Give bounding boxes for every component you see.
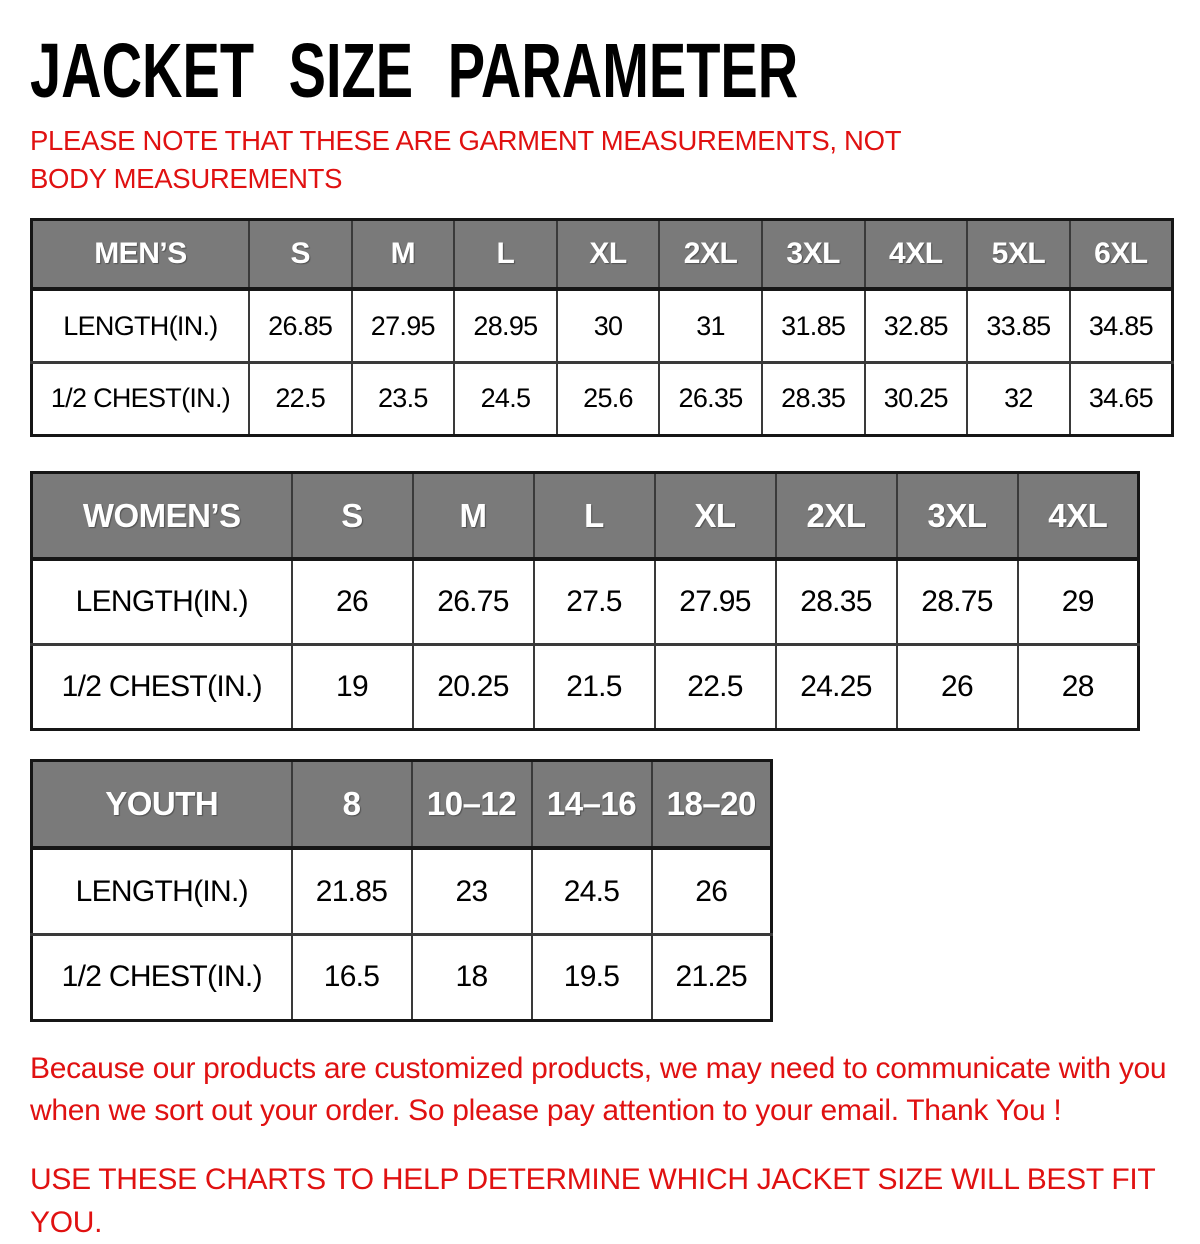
- column-header: 18–20: [652, 760, 772, 848]
- column-header: S: [292, 472, 413, 559]
- column-header: L: [534, 472, 655, 559]
- column-header: 6XL: [1070, 219, 1173, 289]
- table-row: [32, 362, 1173, 435]
- cell-value: 24.25: [776, 644, 897, 729]
- column-header: XL: [557, 219, 659, 289]
- cell-value: 23: [412, 848, 532, 934]
- row-label: LENGTH(IN.): [32, 289, 249, 362]
- size-table-mens: [30, 218, 1174, 437]
- column-header: 3XL: [897, 472, 1018, 559]
- column-header: 3XL: [762, 219, 865, 289]
- cell-value: 31: [659, 289, 762, 362]
- cell-value: 28: [1018, 644, 1139, 729]
- table-row: [32, 848, 772, 934]
- row-label: 1/2 CHEST(IN.): [32, 362, 249, 435]
- cell-value: 23.5: [352, 362, 455, 435]
- column-header: XL: [655, 472, 776, 559]
- cell-value: 20.25: [413, 644, 534, 729]
- column-header: L: [454, 219, 557, 289]
- cell-value: 30: [557, 289, 659, 362]
- row-label: 1/2 CHEST(IN.): [32, 644, 292, 729]
- row-label: LENGTH(IN.): [32, 559, 292, 644]
- column-header: 4XL: [1018, 472, 1139, 559]
- cell-value: 33.85: [967, 289, 1070, 362]
- column-header: 8: [292, 760, 412, 848]
- cell-value: 26.35: [659, 362, 762, 435]
- table-title-womens: WOMEN’S: [32, 472, 292, 559]
- footer-communication-note: Because our products are customized products, we may need to communicate with you when we sort out your order. So please pay attention to your email. Thank You !: [30, 1051, 1167, 1128]
- row-label: 1/2 CHEST(IN.): [32, 934, 292, 1020]
- header-row: [32, 219, 1173, 289]
- column-header: 2XL: [776, 472, 897, 559]
- table-row: [32, 934, 772, 1020]
- cell-value: 22.5: [655, 644, 776, 729]
- cell-value: 34.65: [1070, 362, 1173, 435]
- table-title-youth: YOUTH: [32, 760, 292, 848]
- column-header: 4XL: [865, 219, 968, 289]
- size-tables: [30, 218, 1174, 1022]
- cell-value: 22.5: [249, 362, 352, 435]
- column-header: 10–12: [412, 760, 532, 848]
- cell-value: 32.85: [865, 289, 968, 362]
- cell-value: 28.35: [776, 559, 897, 644]
- cell-value: 28.75: [897, 559, 1018, 644]
- cell-value: 34.85: [1070, 289, 1173, 362]
- cell-value: 26.75: [413, 559, 534, 644]
- table-row: [32, 559, 1139, 644]
- cell-value: 26: [652, 848, 772, 934]
- header-row: [32, 760, 772, 848]
- cell-value: 19: [292, 644, 413, 729]
- cell-value: 26: [897, 644, 1018, 729]
- page-title: JACKET SIZE PARAMETER: [30, 27, 799, 114]
- cell-value: 24.5: [454, 362, 557, 435]
- cell-value: 25.6: [557, 362, 659, 435]
- cell-value: 32: [967, 362, 1070, 435]
- column-header: M: [352, 219, 455, 289]
- column-header: S: [249, 219, 352, 289]
- cell-value: 21.25: [652, 934, 772, 1020]
- cell-value: 27.95: [352, 289, 455, 362]
- column-header: 2XL: [659, 219, 762, 289]
- cell-value: 28.35: [762, 362, 865, 435]
- cell-value: 26.85: [249, 289, 352, 362]
- table-title-mens: MEN’S: [32, 219, 249, 289]
- table-row: [32, 644, 1139, 729]
- garment-measurement-note: PLEASE NOTE THAT THESE ARE GARMENT MEASUREMENTS, NOT BODY MEASUREMENTS: [30, 125, 901, 194]
- table-row: [32, 289, 1173, 362]
- header-row: [32, 472, 1139, 559]
- row-label: LENGTH(IN.): [32, 848, 292, 934]
- cell-value: 21.85: [292, 848, 412, 934]
- size-table-womens: [30, 471, 1140, 731]
- cell-value: 18: [412, 934, 532, 1020]
- cell-value: 21.5: [534, 644, 655, 729]
- size-table-youth: [30, 759, 773, 1022]
- cell-value: 19.5: [532, 934, 652, 1020]
- cell-value: 27.5: [534, 559, 655, 644]
- cell-value: 16.5: [292, 934, 412, 1020]
- column-header: 5XL: [967, 219, 1070, 289]
- cell-value: 30.25: [865, 362, 968, 435]
- column-header: 14–16: [532, 760, 652, 848]
- cell-value: 24.5: [532, 848, 652, 934]
- cell-value: 28.95: [454, 289, 557, 362]
- column-header: M: [413, 472, 534, 559]
- footer-usage-note: USE THESE CHARTS TO HELP DETERMINE WHICH JACKET SIZE WILL BEST FIT YOU.: [30, 1163, 1155, 1239]
- cell-value: 27.95: [655, 559, 776, 644]
- cell-value: 26: [292, 559, 413, 644]
- cell-value: 29: [1018, 559, 1139, 644]
- cell-value: 31.85: [762, 289, 865, 362]
